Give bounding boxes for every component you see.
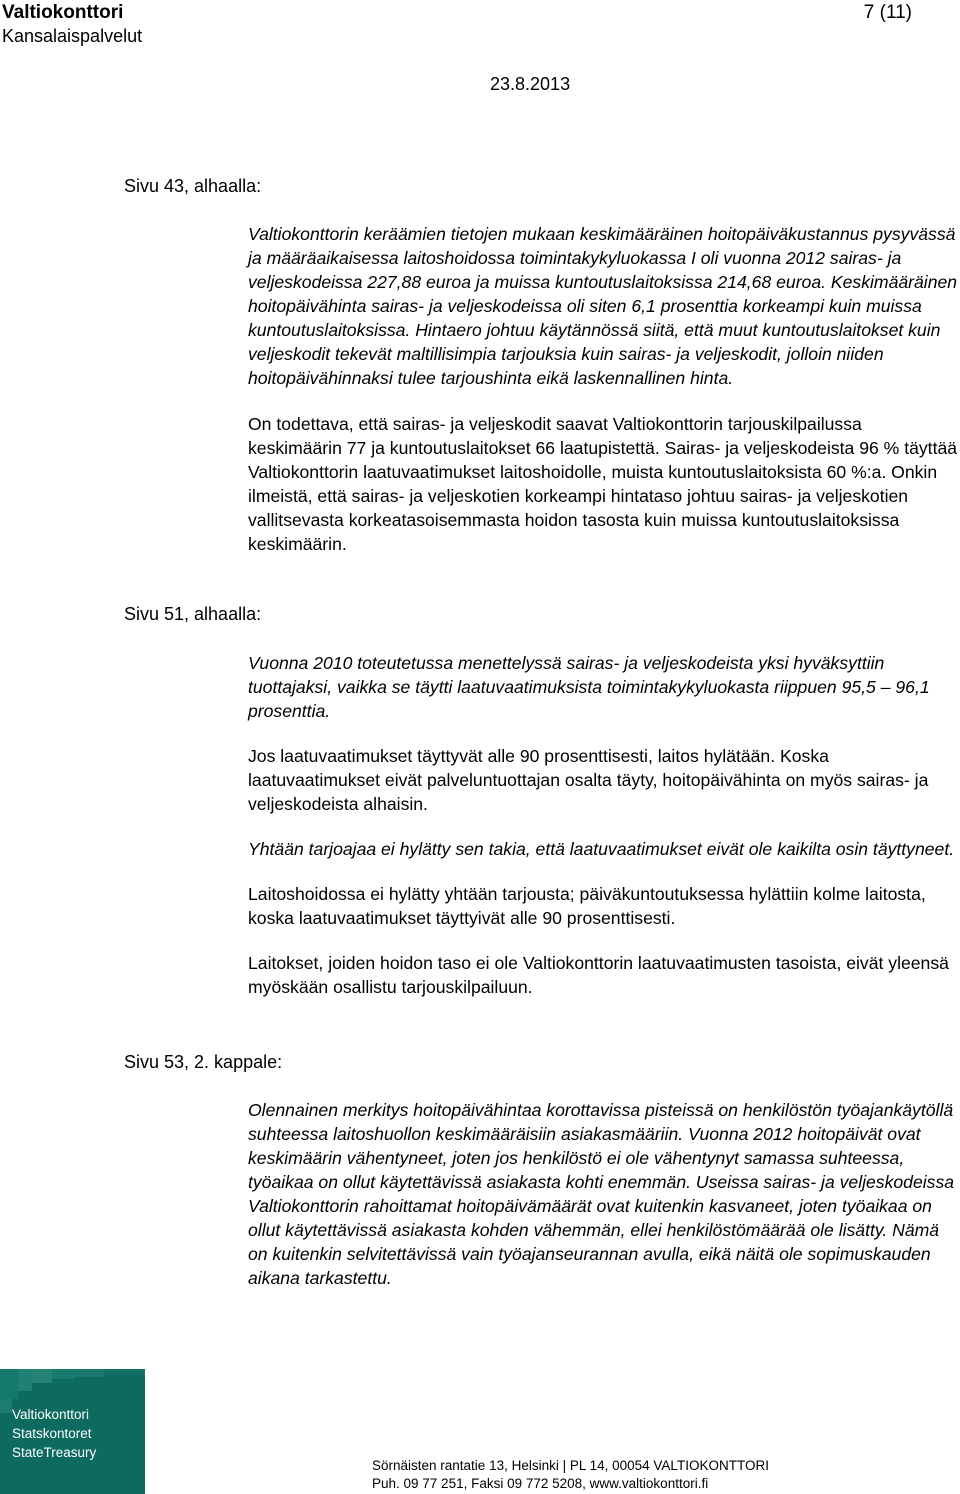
footer-contact: Puh. 09 77 251, Faksi 09 772 5208, www.valtiokonttori.fi [372, 1476, 709, 1491]
paragraph: Vuonna 2010 toteutetussa menettelyssä sairas- ja veljeskodeista yksi hyväksyttiin tuottajaksi, vaikka se täytti laatuvaatimuksista toimintakykyluokasta riippuen 95,5 – 96,1 prosenttia. [248, 653, 930, 721]
paragraph: Laitoshoidossa ei hylätty yhtään tarjousta; päiväkuntoutuksessa hylättiin kolme laitosta, koska laatuvaatimukset täyttyivät alle 90 prosenttisesti. [248, 884, 926, 928]
footer-address: Sörnäisten rantatie 13, Helsinki | PL 14, 00054 VALTIOKONTTORI [372, 1458, 769, 1473]
paragraph: On todettava, että sairas- ja veljeskodit saavat Valtiokonttorin tarjouskilpailussa keskimäärin 77 ja kuntoutuslaitokset 66 laatupistettä. Sairas- ja veljeskodeista 96 % täyttää Valtiokonttorin laatuvaatimukset laitoshoidolle, muista kuntoutuslaitoksista 60 %:a. Onkin ilmeistä, että sairas- ja veljeskotien korkeampi hintataso johtuu sairas- ja veljeskotien vallitsevasta korkeatasoisemmasta hoidon tasosta kuin muissa kuntoutuslaitoksissa keskimäärin. [248, 414, 958, 554]
paragraph: Yhtään tarjoajaa ei hylätty sen takia, että laatuvaatimukset eivät ole kaikilta osin täyttyneet. [248, 839, 955, 859]
paragraph: Olennainen merkitys hoitopäivähintaa korottavissa pisteissä on henkilöstön työajankäytöllä suhteessa laitoshuollon keskimääräisiin asiakasmääriin. Vuonna 2012 hoitopäivät ovat keskimäärin vähentyneet, joten jos henkilöstö ei ole vähentynyt samassa suhteessa, työaikaa on ollut käytettävissä asiakasta kohti enemmän. Useissa sairas- ja veljeskodeissa Valtiokonttorin rahoittamat hoitopäivämäärät ovat kuitenkin kasvaneet, joten työaikaa on ollut käytettävissä asiakasta kohden vähemmän, ellei henkilöstömäärää ole lisätty. Nämä on kuitenkin selvitettävissä vain työajanseurannan avulla, eikä näitä ole sopimuskauden aikana tarkastettu. [248, 1100, 955, 1288]
section-label-page-51: Sivu 51, alhaalla: [124, 604, 262, 624]
valtiokonttori-logo [0, 1369, 145, 1494]
section-label-page-43: Sivu 43, alhaalla: [124, 176, 262, 196]
page-number: 7 (11) [863, 2, 912, 23]
logo-text-sv: Statskontoret [12, 1426, 92, 1441]
paragraph: Jos laatuvaatimukset täyttyvät alle 90 prosenttisesti, laitos hylätään. Koska laatuvaatimukset eivät palveluntuottajan osalta täyty, hoitopäivähinta on myös sairas- ja veljeskodeista alhaisin. [248, 746, 929, 814]
document-date: 23.8.2013 [490, 74, 571, 94]
page-header [0, 0, 960, 110]
logo-text-en: StateTreasury [12, 1445, 97, 1460]
unit-name: Kansalaispalvelut [2, 26, 143, 46]
logo-text-fi: Valtiokonttori [12, 1407, 90, 1422]
paragraph: Laitokset, joiden hoidon taso ei ole Valtiokonttorin laatuvaatimusten tasoista, eivät yleensä myöskään osallistu tarjouskilpailuun. [248, 953, 949, 997]
paragraph: Valtiokonttorin keräämien tietojen mukaan keskimääräinen hoitopäiväkustannus pysyvässä ja määräaikaisessa laitoshoidossa toimintakykyluokassa I oli vuonna 2012 sairas- ja veljeskodeissa 227,88 euroa ja muissa kuntoutuslaitoksissa 214,68 euroa. Keskimääräinen hoitopäivähinta sairas- ja veljeskodeissa oli siten 6,1 prosenttia korkeampi kuin muissa kuntoutuslaitoksissa. Hintaero johtuu käytännössä siitä, että muut kuntoutuslaitokset kuin veljeskodit tekevät maltillisimpia tarjouksia kuin sairas- ja veljeskodit, jolloin niiden hoitopäivähinnaksi tulee tarjoushinta eikä laskennallinen hinta. [248, 224, 958, 388]
section-body-page-53 [248, 1098, 960, 1290]
organization-name: Valtiokonttori [2, 2, 124, 23]
section-body-page-51 [248, 651, 960, 999]
section-body-page-43 [248, 222, 960, 556]
section-label-page-53: Sivu 53, 2. kappale: [124, 1052, 283, 1072]
